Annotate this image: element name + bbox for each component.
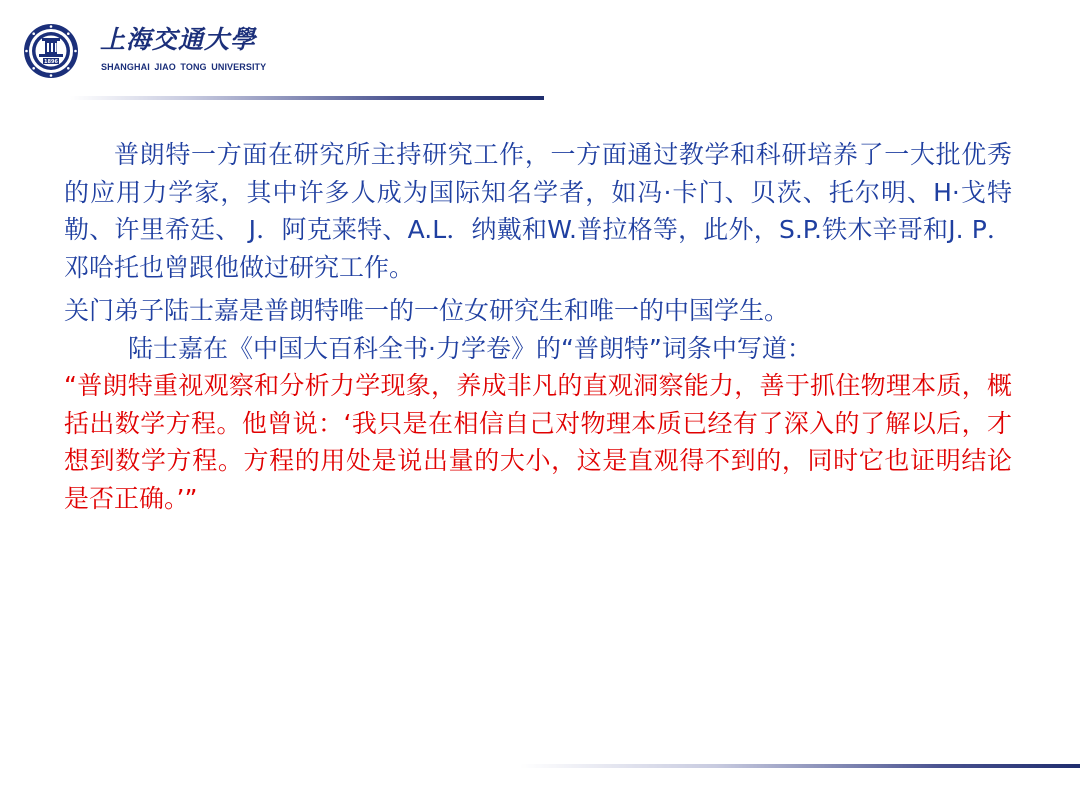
seal-year: 1896 (44, 59, 58, 65)
university-name-english: SHANGHAI JIAO TONG UNIVERSITY (101, 62, 267, 72)
paragraph-lu-shijia: 关门弟子陆士嘉是普朗特唯一的一位女研究生和唯一的中国学生。 (64, 296, 790, 325)
header-divider (70, 96, 544, 100)
footer-divider (520, 764, 1080, 768)
university-name-chinese: 上海交通大學 (100, 25, 257, 54)
university-logo (22, 22, 267, 82)
paragraph-encyclopedia-intro: 陆士嘉在《中国大百科全书·力学卷》的“普朗特”词条中写道： (128, 333, 812, 363)
university-seal-icon (22, 22, 80, 80)
quotation-prandtl: “普朗特重视观察和分析力学现象，养成非凡的直观洞察能力，善于抓住物理本质，概括出数学方程。他曾说：‘我只是在相信自己对物理本质已经有了深入的了解以后，才想到数学方程。方程的用处是说出量的大小，这是直观得不到的，同时它也证明结论是否正确。’” (64, 371, 1012, 513)
paragraph-students: 普朗特一方面在研究所主持研究工作，一方面通过教学和科研培养了一大批优秀的应用力学家，其中许多人成为国际知名学者，如冯·卡门、贝茨、托尔明、H·戈特勒、许里希廷、 J．阿克莱特、A.L．纳戴和W.普拉格等，此外，S.P.铁木辛哥和J. P．邓哈托也曾跟他做过研究工作。 (64, 140, 1012, 282)
slide-body (64, 136, 1012, 517)
